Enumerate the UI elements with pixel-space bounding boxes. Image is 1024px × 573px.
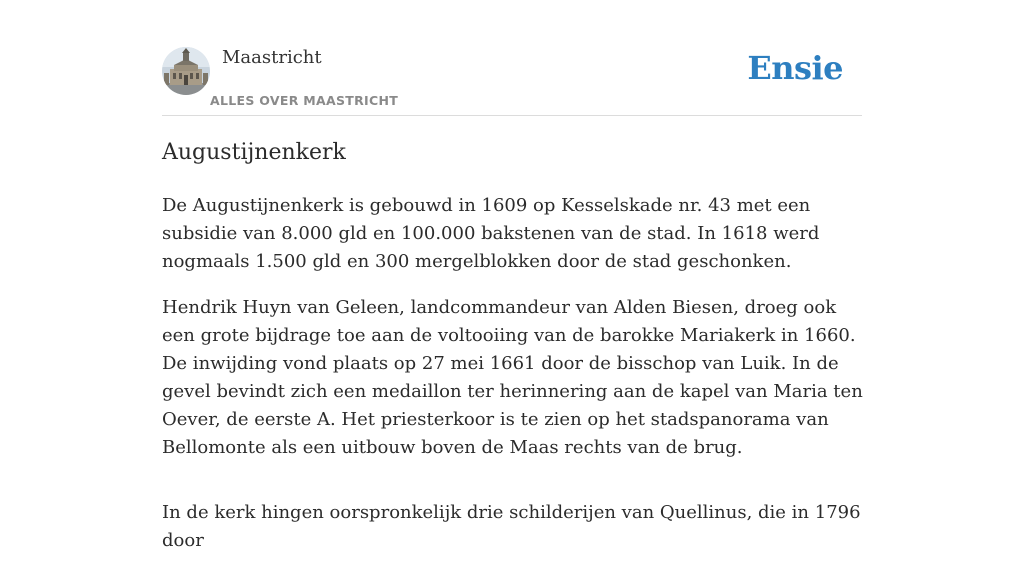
page-title: Augustijnenkerk bbox=[162, 140, 346, 165]
site-name[interactable]: Maastricht bbox=[222, 47, 322, 68]
city-hall-photo-icon bbox=[162, 47, 210, 95]
site-subtitle[interactable]: ALLES OVER MAASTRICHT bbox=[210, 93, 399, 108]
article-paragraph: De Augustijnenkerk is gebouwd in 1609 op Kesselskade nr. 43 met een subsidie van 8.000 gld en 100.000 bakstenen van de stad. In 1618 werd nogmaals 1.500 gld en 300 mergelblokken door de stad geschonken. bbox=[162, 195, 820, 272]
site-header bbox=[162, 46, 862, 116]
site-avatar[interactable] bbox=[162, 47, 210, 95]
article-paragraph: In de kerk hingen oorspronkelijk drie schilderijen van Quellinus, die in 1796 door bbox=[162, 502, 861, 551]
brand-logo[interactable]: Ensie bbox=[747, 49, 843, 87]
article-body bbox=[162, 192, 867, 573]
article-paragraph: Hendrik Huyn van Geleen, landcommandeur van Alden Biesen, droeg ook een grote bijdrage toe aan de voltooiing van de barokke Mariakerk in 1660. De inwijding vond plaats op 27 mei 1661 door de bisschop van Luik. In de gevel bevindt zich een medaillon ter herinnering aan de kapel van Maria ten Oever, de eerste A. Het priesterkoor is te zien op het stadspanorama van Bellomonte als een uitbouw boven de Maas rechts van de brug. bbox=[162, 297, 863, 458]
